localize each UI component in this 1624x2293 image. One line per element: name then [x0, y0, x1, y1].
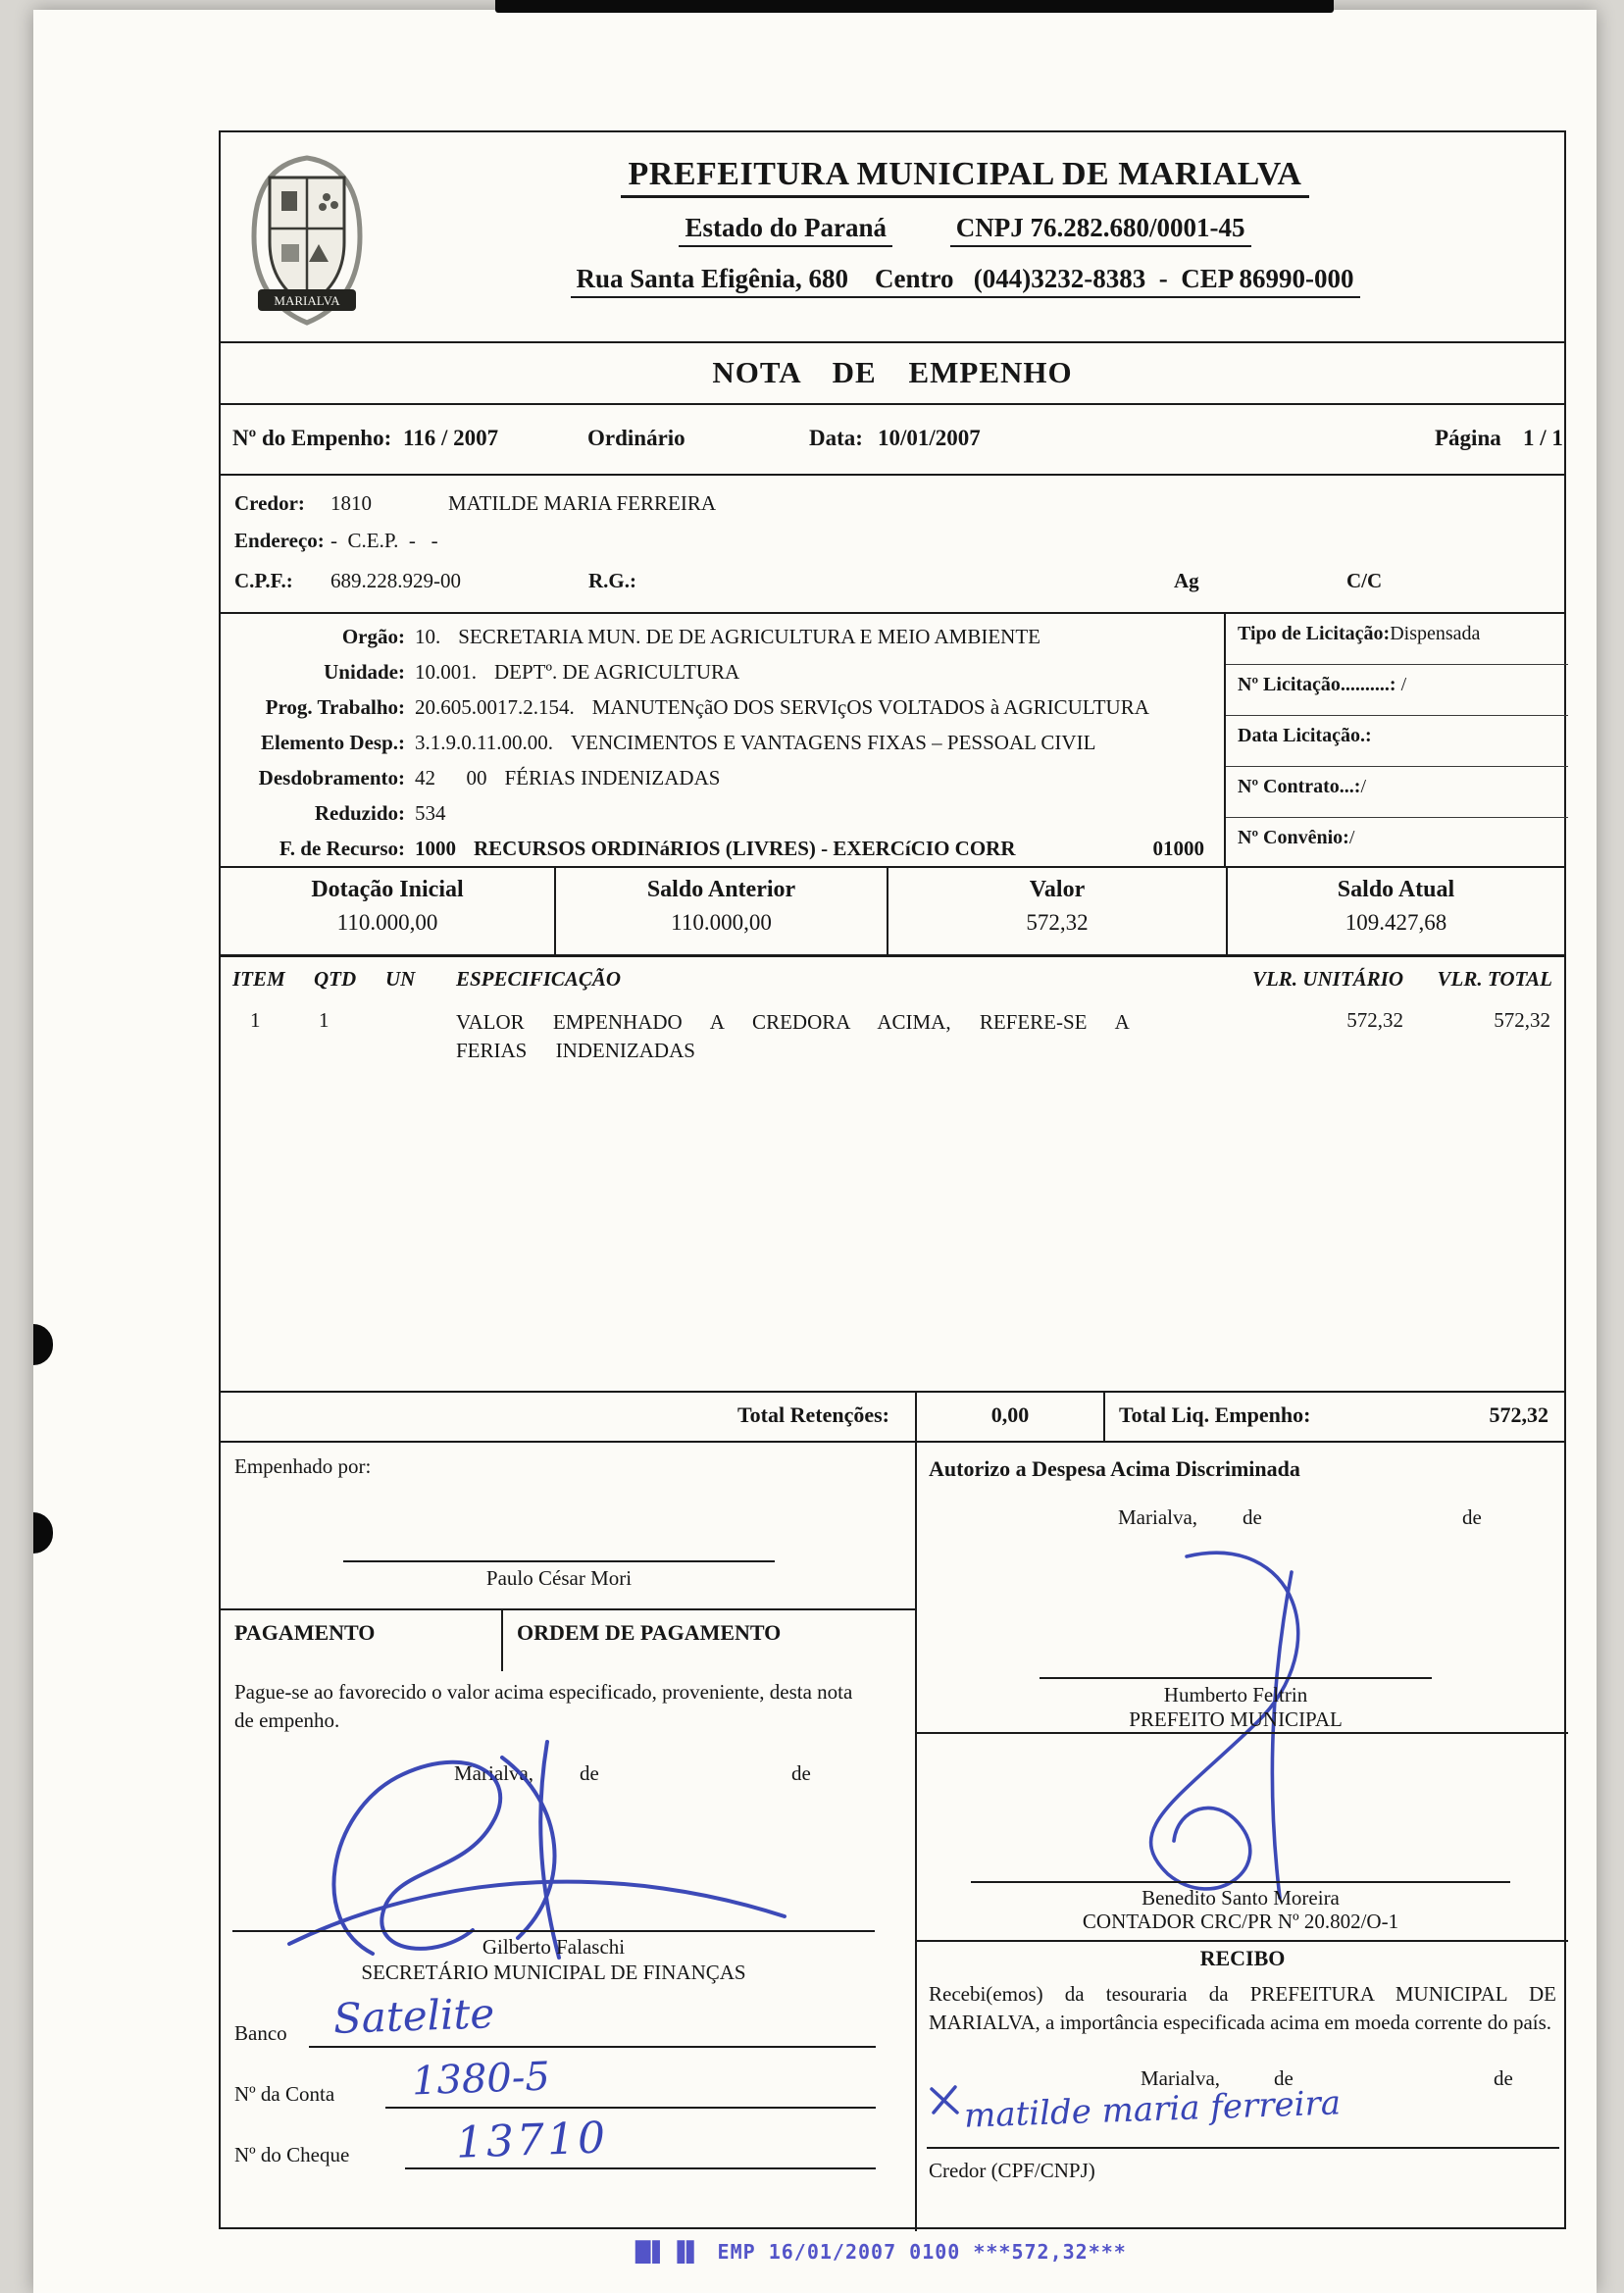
stamp-text: EMP 16/01/2007 0100 ***572,32*** [717, 2240, 1127, 2264]
org-state: Estado do Paraná [679, 213, 892, 247]
contrato-numero [1226, 767, 1568, 818]
balance-value: 572,32 [1026, 910, 1089, 935]
logo-banner-text: MARIALVA [274, 293, 340, 308]
pague-se-text: Pague-se ao favorecido o valor acima especificado, proveniente, desta nota de empenho. [234, 1680, 853, 1733]
total-retencoes-label: Total Retenções: [221, 1393, 917, 1441]
items-header-vlr-total: VLR. TOTAL [1437, 967, 1552, 991]
balance-header: Dotação Inicial [311, 877, 464, 902]
signature-line [232, 1930, 875, 1932]
signatures-area [221, 1443, 1564, 2231]
secretario-title: SECRETÁRIO MUNICIPAL DE FINANÇAS [361, 1961, 746, 1984]
conta-handwritten-value: 1380-5 [411, 2054, 551, 2105]
prog-trabalho-desc: MANUTENçãO DOS SERVIçOS VOLTADOS à AGRICULTURA [591, 694, 1149, 719]
prefeito-title: PREFEITO MUNICIPAL [1129, 1707, 1343, 1731]
creditor-code: 1810 [330, 491, 372, 515]
header-text-block [378, 132, 1552, 298]
licitacao-data [1226, 716, 1568, 767]
signature-line [1040, 1677, 1432, 1679]
de-label: de [1462, 1505, 1482, 1529]
budget-row-reduzido [221, 795, 1224, 831]
conta-fill-line [385, 2107, 876, 2109]
licitacao-tipo-label: Tipo de Licitação: [1238, 623, 1391, 644]
elemento-code: 3.1.9.0.11.00.00. [415, 730, 553, 754]
pagamento-title: PAGAMENTO [234, 1620, 376, 1645]
page-label: Página [1435, 426, 1501, 450]
unidade-label: Unidade: [324, 659, 405, 684]
balance-header: Saldo Anterior [646, 877, 796, 902]
nota-de-empenho-form [219, 130, 1566, 2229]
de-label: de [1274, 2066, 1294, 2090]
signature-line [971, 1881, 1510, 1883]
item-row-unit-value: 572,32 [1346, 1008, 1403, 1032]
conta-label: Nº da Conta [234, 2082, 335, 2106]
balance-header: Valor [1029, 877, 1086, 902]
banco-label: Banco [234, 2021, 287, 2045]
address-value: - C.E.P. - - [330, 529, 438, 552]
org-cnpj: CNPJ 76.282.680/0001-45 [950, 213, 1251, 247]
creditor-label: Credor: [234, 491, 305, 515]
banco-handwritten-value: Satelite [332, 1989, 495, 2043]
items-header-un: UN [385, 967, 416, 991]
licitacao-tipo [1226, 614, 1568, 665]
items-header-especificacao: ESPECIFICAÇÃO [456, 967, 622, 991]
empenho-date-label: Data: [809, 426, 863, 450]
empenho-number: 116 / 2007 [403, 426, 499, 450]
balance-dotacao-inicial [221, 868, 556, 954]
balances-table [221, 868, 1564, 957]
unidade-code: 10.001. [415, 659, 477, 684]
city-label: Marialva, [454, 1761, 534, 1785]
autorizo-title: Autorizo a Despesa Acima Discriminada [929, 1456, 1300, 1481]
licitacao-numero-value: / [1396, 674, 1407, 695]
title-band [221, 343, 1564, 405]
contador-name: Benedito Santo Moreira [1142, 1886, 1340, 1910]
balance-saldo-anterior [556, 868, 888, 954]
budget-row-recurso [221, 831, 1224, 866]
orgao-desc: SECRETARIA MUN. DE DE AGRICULTURA E MEIO AMBIENTE [458, 624, 1040, 648]
desdobramento-label: Desdobramento: [258, 765, 405, 790]
balance-saldo-atual [1228, 868, 1564, 954]
divider [917, 1732, 1568, 1734]
credor-cpf-label: Credor (CPF/CNPJ) [929, 2159, 1095, 2182]
balance-value: 110.000,00 [336, 910, 438, 935]
credor-signature-line [927, 2147, 1559, 2149]
orgao-code: 10. [415, 624, 441, 648]
item-row-number: 1 [250, 1008, 261, 1032]
licitacao-data-label: Data Licitação.: [1238, 725, 1372, 746]
desdobramento-code: 42 00 [415, 765, 487, 790]
budget-rows [221, 614, 1224, 866]
prefeito-name: Humberto Feltrin [1163, 1683, 1308, 1707]
org-name: PREFEITURA MUNICIPAL DE MARIALVA [621, 156, 1310, 198]
document-title: NOTA DE EMPENHO [712, 355, 1073, 389]
licitacao-tipo-value: Dispensada [1390, 623, 1481, 644]
dot-matrix-stamp [635, 2240, 1127, 2264]
contador-title: CONTADOR CRC/PR Nº 20.802/O-1 [1082, 1910, 1399, 1933]
balance-valor [888, 868, 1228, 954]
org-address: Rua Santa Efigênia, 680 Centro (044)3232-8383 - CEP 86990-000 [571, 264, 1360, 298]
de-label: de [580, 1761, 599, 1785]
empenho-date: 10/01/2007 [878, 426, 981, 450]
items-header-item: ITEM [232, 967, 285, 991]
document-header [221, 132, 1564, 343]
divider [221, 1608, 915, 1610]
signature-line [343, 1560, 775, 1562]
balance-value: 110.000,00 [671, 910, 772, 935]
page-number: 1 / 1 [1523, 426, 1563, 450]
city-label: Marialva, [1141, 2066, 1221, 2090]
recurso-extra-code: 01000 [1152, 836, 1204, 860]
balance-value: 109.427,68 [1345, 910, 1447, 935]
address-label: Endereço: [234, 529, 325, 552]
total-liquido-label: Total Liq. Empenho: [1119, 1402, 1311, 1427]
recurso-label: F. de Recurso: [279, 836, 405, 860]
divider [917, 1940, 1568, 1942]
items-header-qtd: QTD [314, 967, 357, 991]
creditor-name: MATILDE MARIA FERREIRA [448, 491, 717, 515]
divider [501, 1608, 503, 1671]
cheque-label: Nº do Cheque [234, 2143, 350, 2166]
de-label: de [1243, 1505, 1262, 1529]
items-table [221, 957, 1564, 1391]
city-label: Marialva, [1118, 1505, 1198, 1529]
licitacao-numero [1226, 665, 1568, 716]
total-liquido-cell [1105, 1393, 1564, 1441]
convenio-label: Nº Convênio: [1238, 827, 1349, 848]
item-row-qty: 1 [319, 1008, 330, 1032]
budget-row-orgao [221, 619, 1224, 654]
prog-trabalho-label: Prog. Trabalho: [265, 694, 405, 719]
authorization-column [917, 1443, 1568, 2231]
total-liquido-value: 572,32 [1489, 1402, 1548, 1427]
cpf-label: C.P.F.: [234, 569, 293, 592]
empenhado-por-label: Empenhado por: [234, 1454, 372, 1478]
budget-row-unidade [221, 654, 1224, 689]
payment-column [221, 1443, 917, 2231]
contrato-value: / [1360, 776, 1367, 797]
empenhado-por-name: Paulo César Mori [485, 1566, 633, 1590]
reduzido-code: 534 [415, 800, 446, 825]
licitacao-numero-label: Nº Licitação..........: [1238, 674, 1396, 695]
banco-fill-line [309, 2046, 876, 2048]
desdobramento-desc: FÉRIAS INDENIZADAS [504, 765, 721, 790]
empenho-type: Ordinário [587, 426, 685, 450]
cheque-handwritten-value: 13710 [455, 2113, 609, 2168]
reduzido-label: Reduzido: [314, 800, 405, 825]
totals-row [221, 1391, 1564, 1443]
items-header-vlr-unitario: VLR. UNITÁRIO [1251, 967, 1403, 991]
ag-label: Ag [1174, 569, 1199, 592]
stamp-glyphs: █▌▐▌ [635, 2240, 704, 2264]
scan-artifact-bar [495, 0, 1334, 13]
budget-row-prog-trabalho [221, 689, 1224, 725]
convenio-value: / [1348, 827, 1355, 848]
recurso-desc: RECURSOS ORDINáRIOS (LIVRES) - EXERCíCIO CORR [474, 836, 1016, 860]
item-row-description: VALOR EMPENHADO A CREDORA ACIMA, REFERE-SE A FERIAS INDENIZADAS [456, 1010, 1129, 1062]
marialva-coat-of-arms-logo [240, 142, 374, 336]
credor-handwritten-signature: matilde maria ferreira [963, 2083, 1342, 2136]
item-row-total-value: 572,32 [1494, 1008, 1550, 1032]
elemento-desc: VENCIMENTOS E VANTAGENS FIXAS – PESSOAL CIVIL [570, 730, 1096, 754]
de-label: de [791, 1761, 811, 1785]
credor-signature-cross-mark [927, 2082, 962, 2117]
contrato-label: Nº Contrato...: [1238, 776, 1361, 797]
recibo-title: RECIBO [1199, 1946, 1286, 1970]
total-retencoes-value: 0,00 [917, 1393, 1105, 1441]
balance-header: Saldo Atual [1337, 877, 1455, 902]
secretario-name: Gilberto Falaschi [482, 1935, 626, 1959]
orgao-label: Orgão: [341, 624, 405, 648]
budget-block [221, 614, 1564, 868]
empenho-row [221, 405, 1564, 476]
empenho-number-label: Nº do Empenho: [232, 426, 392, 450]
elemento-label: Elemento Desp.: [261, 730, 405, 754]
cc-label: C/C [1346, 569, 1383, 592]
ordem-pagamento-title: ORDEM DE PAGAMENTO [517, 1620, 782, 1645]
licitacao-column [1224, 614, 1568, 868]
prog-trabalho-code: 20.605.0017.2.154. [415, 694, 575, 719]
convenio-numero [1226, 818, 1568, 868]
cheque-fill-line [405, 2167, 876, 2169]
budget-row-elemento [221, 725, 1224, 760]
de-label: de [1494, 2066, 1513, 2090]
recurso-code: 1000 [415, 836, 456, 860]
recibo-text: Recebi(emos) da tesouraria da PREFEITURA MUNICIPAL DE MARIALVA, a importância especificada acima em moeda corrente do país. [929, 1982, 1556, 2034]
budget-row-desdobramento [221, 760, 1224, 795]
cpf-value: 689.228.929-00 [330, 569, 461, 592]
rg-label: R.G.: [588, 569, 636, 592]
creditor-block [221, 476, 1564, 614]
unidade-desc: DEPTº. DE AGRICULTURA [494, 659, 740, 684]
